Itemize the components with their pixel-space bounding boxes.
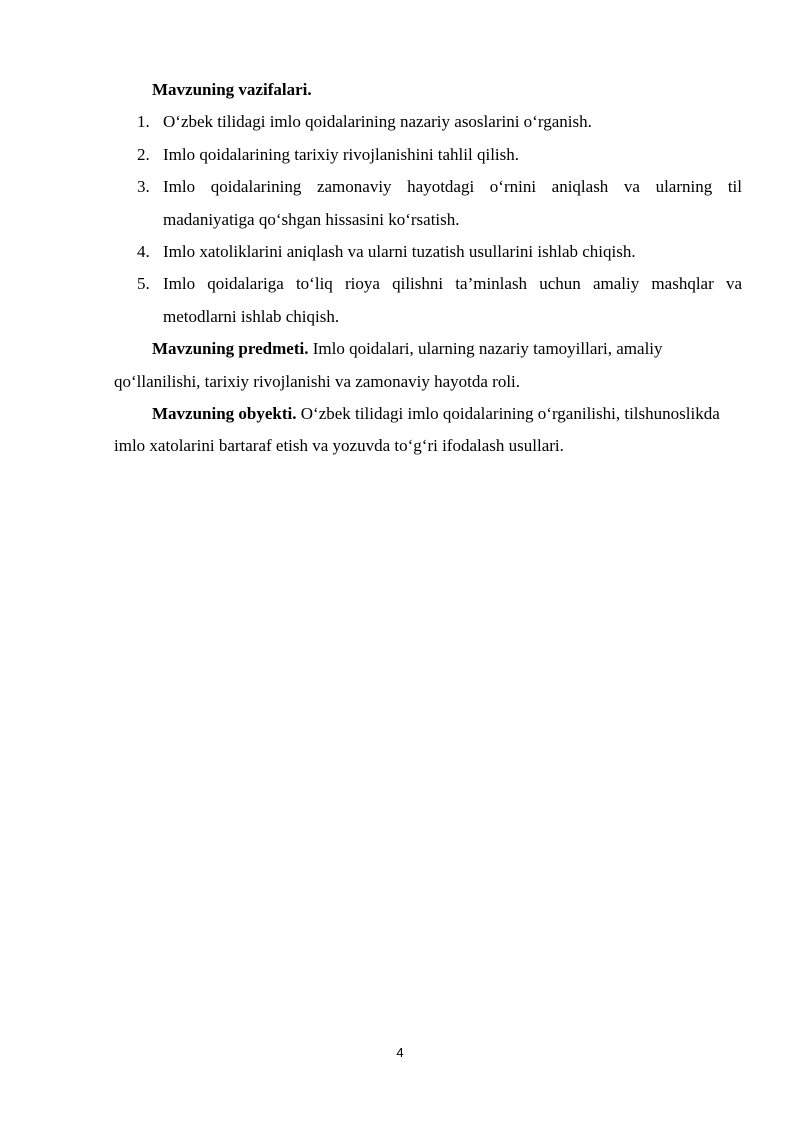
list-item-number: 2. [137, 144, 150, 164]
list-item [114, 236, 742, 268]
list-item-number: 4. [137, 242, 150, 262]
object-label: Mavzuning obyekti. [152, 404, 297, 424]
list-item-text: Imlo xatoliklarini aniqlash va ularni tuzatish usullarini ishlab chiqish. [163, 242, 636, 262]
section-heading: Mavzuning vazifalari. [152, 80, 312, 99]
list-item [114, 268, 742, 333]
list-item-text: O‘zbek tilidagi imlo qoidalarining nazariy asoslarini o‘rganish. [163, 112, 592, 132]
subject-paragraph [114, 333, 742, 398]
list-item-number: 5. [137, 274, 150, 294]
page-number: 4 [396, 1045, 404, 1060]
list-item [114, 106, 742, 138]
subject-text: Imlo qoidalari, ularning nazariy tamoyillari, amaliy qo‘llanilishi, tarixiy rivojlanishi va zamonaviy hayotda roli. [114, 339, 663, 391]
page-content [114, 74, 742, 463]
list-item [114, 139, 742, 171]
object-paragraph [114, 398, 742, 463]
list-item-number: 3. [137, 177, 150, 197]
tasks-list [114, 106, 742, 333]
list-item-number: 1. [137, 112, 150, 132]
list-item [114, 171, 742, 236]
list-item-text: Imlo qoidalarining tarixiy rivojlanishini tahlil qilish. [163, 144, 520, 164]
list-item-text: Imlo qoidalariga to‘liq rioya qilishni ta’minlash uchun amaliy mashqlar va metodlarni ishlab chiqish. [163, 274, 742, 326]
list-item-text: Imlo qoidalarining zamonaviy hayotdagi o‘rnini aniqlash va ularning til madaniyatiga qo‘shgan hissasini ko‘rsatish. [163, 177, 742, 229]
object-text: O‘zbek tilidagi imlo qoidalarining o‘rganilishi, tilshunoslikda imlo xatolarini bartaraf etish va yozuvda to‘g‘ri ifodalash usullari. [114, 404, 720, 456]
subject-label: Mavzuning predmeti. [152, 339, 309, 359]
